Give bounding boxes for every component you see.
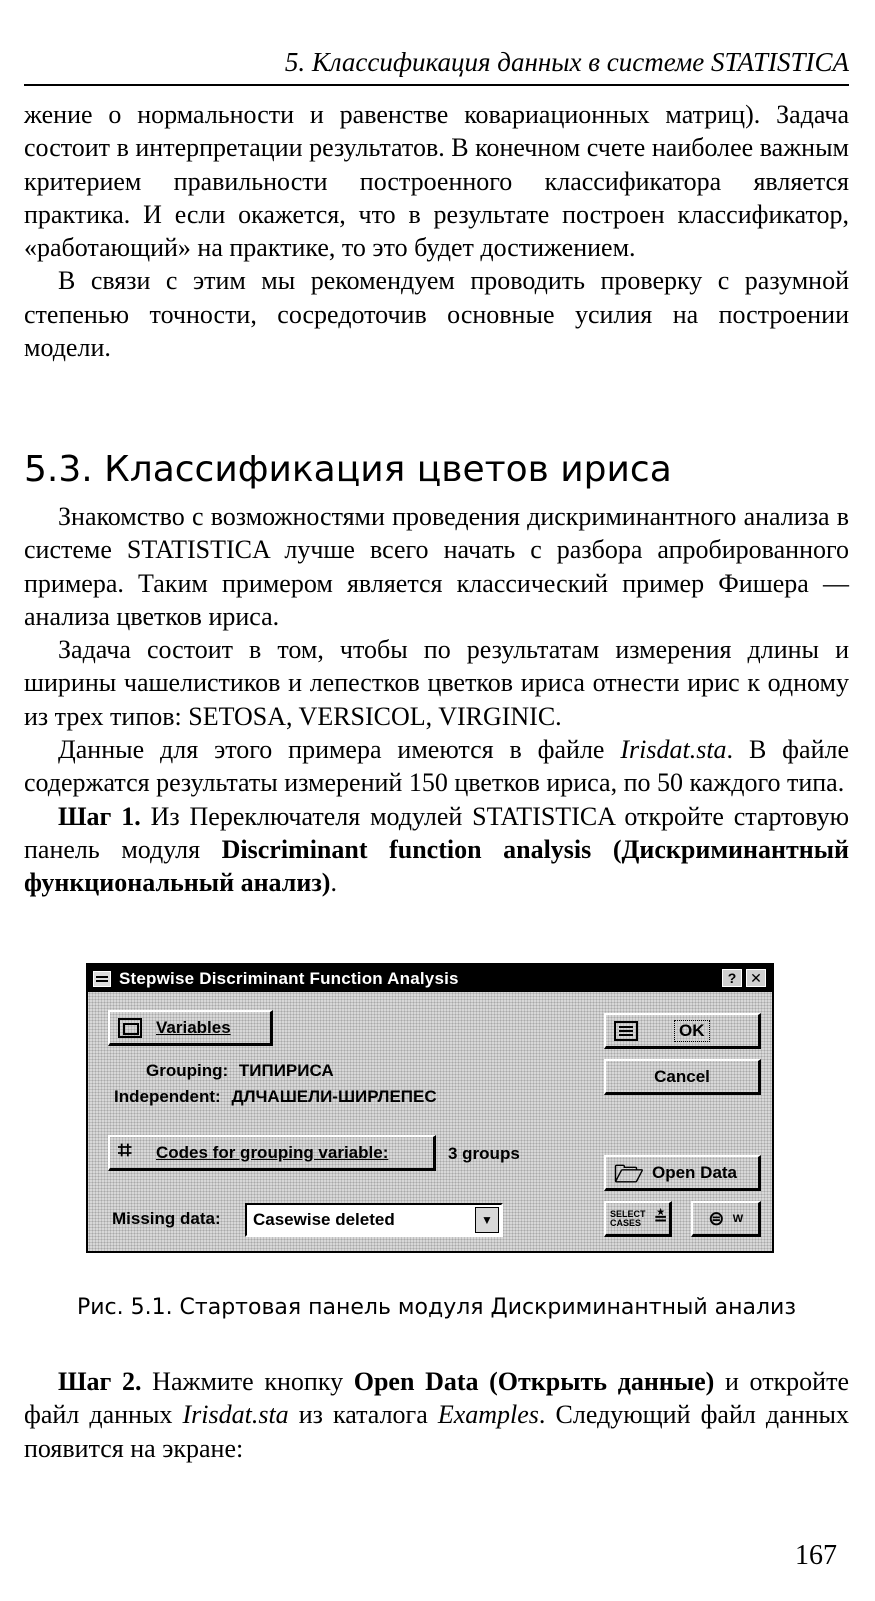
step-2-paragraph: Шаг 2. Нажмите кнопку Open Data (Открыть данные) и откройте файл данных Irisdat.sta из каталога Examples. Следующий файл данных появится на экране: <box>24 1367 850 1463</box>
independent-value: ДЛЧАШЕЛИ-ШИРЛЕПЕС <box>231 1087 437 1106</box>
missing-data-label: Missing data: <box>112 1209 221 1228</box>
variables-button[interactable]: Variables <box>108 1010 273 1046</box>
directory-name: Examples <box>437 1400 539 1430</box>
grouping-value: ТИПИРИСА <box>238 1061 334 1080</box>
file-name-2: Irisdat.sta <box>182 1400 289 1430</box>
open-data-button[interactable]: 🗁 Open Data <box>604 1155 761 1191</box>
close-button[interactable]: ✕ <box>746 969 766 987</box>
section-title: 5.3. Классификация цветов ириса <box>24 449 672 490</box>
cancel-button[interactable]: Cancel <box>604 1059 761 1095</box>
figure-caption: Рис. 5.1. Стартовая панель модуля Дискриминантный анализ <box>76 1295 797 1320</box>
folder-icon <box>614 1163 638 1183</box>
select-cases-button[interactable] <box>604 1201 672 1237</box>
codes-button[interactable]: ⌗ Codes for grouping variable: <box>108 1135 436 1171</box>
step-2-label: Шаг 2. <box>58 1367 142 1396</box>
select-cases-icon: ≛ <box>653 1208 668 1228</box>
text-block-bottom <box>24 1365 849 1465</box>
missing-data-value: Casewise deleted <box>253 1210 395 1229</box>
book-page <box>24 0 849 1601</box>
dialog-titlebar <box>88 965 772 992</box>
grouping-label: Grouping: <box>146 1061 229 1080</box>
help-button[interactable]: ? <box>722 969 742 987</box>
step-1-label: Шаг 1. <box>58 801 141 831</box>
text-block-top <box>24 98 849 364</box>
dialog-title: Stepwise Discriminant Function Analysis <box>119 968 459 988</box>
grouping-row <box>146 1061 334 1081</box>
codes-icon <box>118 1143 142 1163</box>
weight-label: W <box>732 1212 744 1225</box>
app-icon <box>93 971 111 987</box>
module-name: Discriminant function analysis (Дискриминантный функциональный анализ) <box>24 834 850 898</box>
ok-button[interactable]: OK <box>604 1013 761 1049</box>
discriminant-dialog <box>86 963 774 1253</box>
page-number: 167 <box>795 1540 837 1571</box>
open-data-term: Open Data (Открыть данные) <box>353 1367 715 1396</box>
step-1-paragraph: Шаг 1. Из Переключателя модулей STATISTICA откройте стартовую панель модуля Discriminant function analysis (Дискриминантный функциональный анализ). <box>24 801 850 898</box>
paragraph-2: В связи с этим мы рекомендуем проводить проверку с разумной степенью точности, сосредоточив основные усилия на построении модели. <box>24 266 849 363</box>
paragraph-1: жение о нормальности и равенстве ковариационных матриц). Задача состоит в интерпретации результатов. В конечном счете наиболее важным критерием правильности построенного классификатора является практика. И если окажется, что в результате построен классификатор, «работающий» на практике, то это будет достижением. <box>24 100 849 263</box>
paragraph-5: Данные для этого примера имеются в файле Irisdat.sta. В файле содержатся результаты измерений 150 цветков ириса, по 50 каждого типа. <box>24 735 849 798</box>
independent-label: Independent: <box>114 1087 221 1106</box>
paragraph-4: Задача состоит в том, чтобы по результатам измерения длины и ширины чашелистиков и лепестков цветков ириса отнести ирис к одному из трех типов: SETOSA, VERSICOL, VIRGINIC. <box>24 635 849 731</box>
missing-data-select[interactable] <box>245 1203 503 1237</box>
independent-row <box>114 1087 437 1107</box>
weight-icon: ⊜ <box>707 1208 725 1230</box>
header-rule <box>24 84 849 86</box>
text-block-middle <box>24 500 849 900</box>
select-cases-label: SELECT CASES <box>610 1208 646 1228</box>
chevron-down-icon[interactable]: ▼ <box>475 1207 499 1233</box>
groups-count: 3 groups <box>448 1144 520 1163</box>
weight-button[interactable] <box>691 1201 761 1237</box>
file-name: Irisdat.sta <box>620 735 727 765</box>
ok-icon <box>614 1021 638 1041</box>
running-header: 5. Классификация данных в системе STATISTICA <box>284 47 849 77</box>
variables-icon <box>118 1018 142 1038</box>
paragraph-3: Знакомство с возможностями проведения дискриминантного анализа в системе STATISTICA лучше всего начать с разбора апробированного примера. Таким примером является классический пример Фишера — анализа цветков ириса. <box>24 502 849 631</box>
